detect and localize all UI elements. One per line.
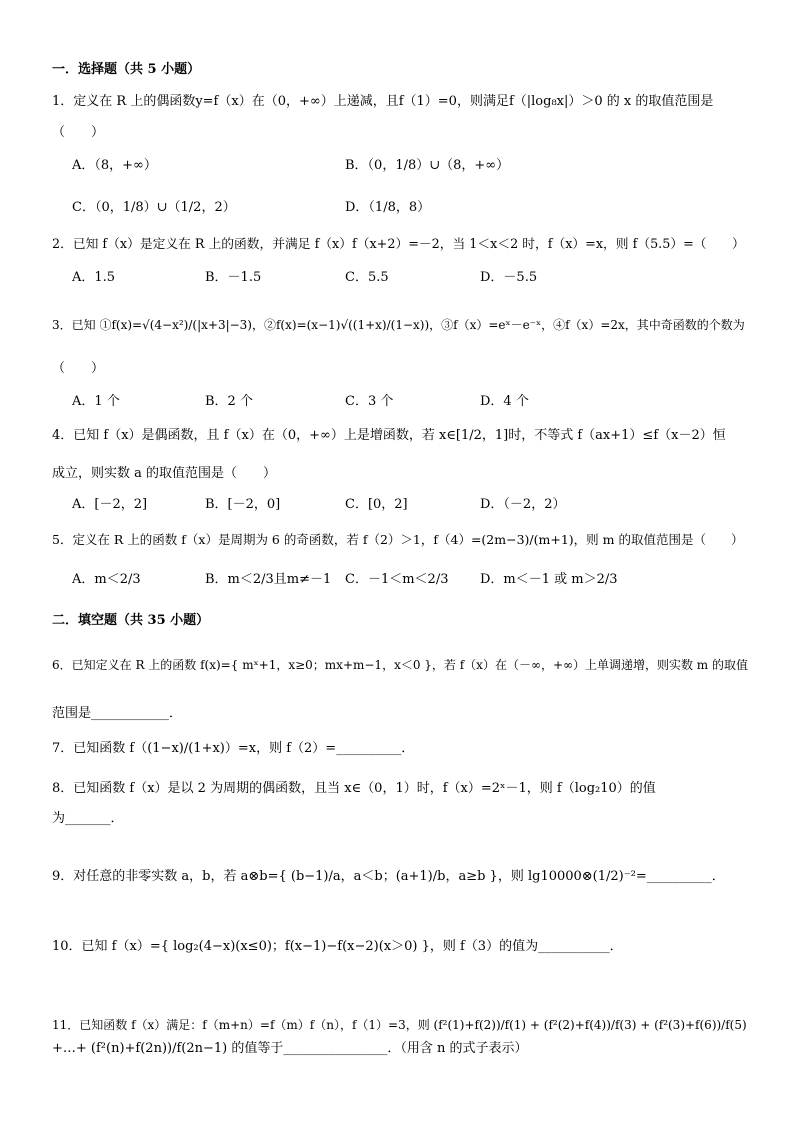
question-8-stem-cont: 为_______． — [52, 811, 124, 826]
question-3-option-d: D．4 个 — [480, 394, 529, 409]
question-1-option-b: B．（0，1/8）∪（8，+∞） — [345, 158, 510, 173]
question-2-option-a: A．1.5 — [72, 270, 116, 285]
question-1-stem: 1．定义在 R 上的偶函数y=f（x）在（0，+∞）上递减，且f（1）=0，则满足f（|log₈x|）＞0 的 x 的取值范围是 — [52, 94, 714, 109]
question-3-paren: （ ） — [52, 361, 105, 376]
question-4-stem-cont: 成立，则实数 a 的取值范围是（ ） — [52, 466, 277, 481]
question-5-option-a: A．m＜2/3 — [72, 572, 141, 587]
question-11-stem-cont: +…+ (f²(n)+f(2n))/f(2n−1) 的值等于________________．（用含 n 的式子表示） — [52, 1041, 528, 1056]
question-6-stem-cont: 范围是____________． — [52, 706, 183, 721]
question-8-stem: 8．已知函数 f（x）是以 2 为周期的偶函数，且当 x∈（0，1）时，f（x）=2ˣ－1，则 f（log₂10）的值 — [52, 781, 656, 796]
question-4-option-c: C．[0，2] — [345, 497, 408, 512]
question-11-stem: 11．已知函数 f（x）满足：f（m+n）=f（m）f（n），f（1）=3，则 (f²(1)+f(2))/f(1) + (f²(2)+f(4))/f(3) + (f²(3)+f(6))/f(5) — [52, 1018, 747, 1032]
question-3-option-c: C．3 个 — [345, 394, 394, 409]
question-1-paren: （ ） — [52, 125, 105, 140]
question-4-stem: 4．已知 f（x）是偶函数，且 f（x）在（0，+∞）上是增函数，若 x∈[1/2，1]时，不等式 f（ax+1）≤f（x－2）恒 — [52, 428, 726, 443]
question-1-option-c: C．（0，1/8）∪（1/2，2） — [72, 200, 236, 215]
question-4-option-d: D．（－2，2） — [480, 497, 566, 512]
section-title-fill: 二．填空题（共 35 小题） — [52, 613, 210, 628]
question-3-stem: 3．已知 ①f(x)=√(4−x²)/(|x+3|−3)，②f(x)=(x−1)√((1+x)/(1−x))，③f（x）=eˣ－e⁻ˣ，④f（x）=2x，其中奇函数的个数为 — [52, 318, 745, 332]
question-5-option-c: C．－1＜m＜2/3 — [345, 572, 449, 587]
question-2-option-b: B．－1.5 — [205, 270, 262, 285]
question-9-stem: 9．对任意的非零实数 a，b，若 a⊗b={ (b−1)/a，a＜b；(a+1)/b，a≥b }，则 lg10000⊗(1/2)⁻²=__________． — [52, 869, 725, 884]
question-1-option-d: D．（1/8，8） — [345, 200, 431, 215]
question-3-option-b: B．2 个 — [205, 394, 253, 409]
question-10-stem: 10．已知 f（x）={ log₂(4−x)(x≤0)；f(x−1)−f(x−2)(x＞0) }，则 f（3）的值为___________． — [52, 939, 623, 954]
section-title-choice: 一．选择题（共 5 小题） — [52, 62, 201, 77]
question-2-option-d: D．－5.5 — [480, 270, 538, 285]
question-5-option-d: D．m＜－1 或 m＞2/3 — [480, 572, 618, 587]
question-4-option-b: B．[－2，0] — [205, 497, 281, 512]
question-7-stem: 7．已知函数 f（(1−x)/(1+x)）=x，则 f（2）=__________． — [52, 741, 415, 756]
question-4-option-a: A．[－2，2] — [72, 497, 148, 512]
question-5-stem: 5．定义在 R 上的函数 f（x）是周期为 6 的奇函数，若 f（2）＞1，f（4）=(2m−3)/(m+1)，则 m 的取值范围是（ ） — [52, 532, 744, 547]
question-6-stem: 6．已知定义在 R 上的函数 f(x)={ mˣ+1，x≥0；mx+m−1，x＜0 }，若 f（x）在（－∞，+∞）上单调递增，则实数 m 的取值 — [52, 658, 749, 672]
question-1-option-a: A．（8，+∞） — [72, 158, 157, 173]
question-3-option-a: A．1 个 — [72, 394, 120, 409]
question-2-option-c: C．5.5 — [345, 270, 389, 285]
question-2-stem: 2．已知 f（x）是定义在 R 上的函数，并满足 f（x）f（x+2）=－2，当 1＜x＜2 时，f（x）=x，则 f（5.5）=（ ） — [52, 237, 745, 252]
question-5-option-b: B．m＜2/3且m≠－1 — [205, 572, 332, 587]
